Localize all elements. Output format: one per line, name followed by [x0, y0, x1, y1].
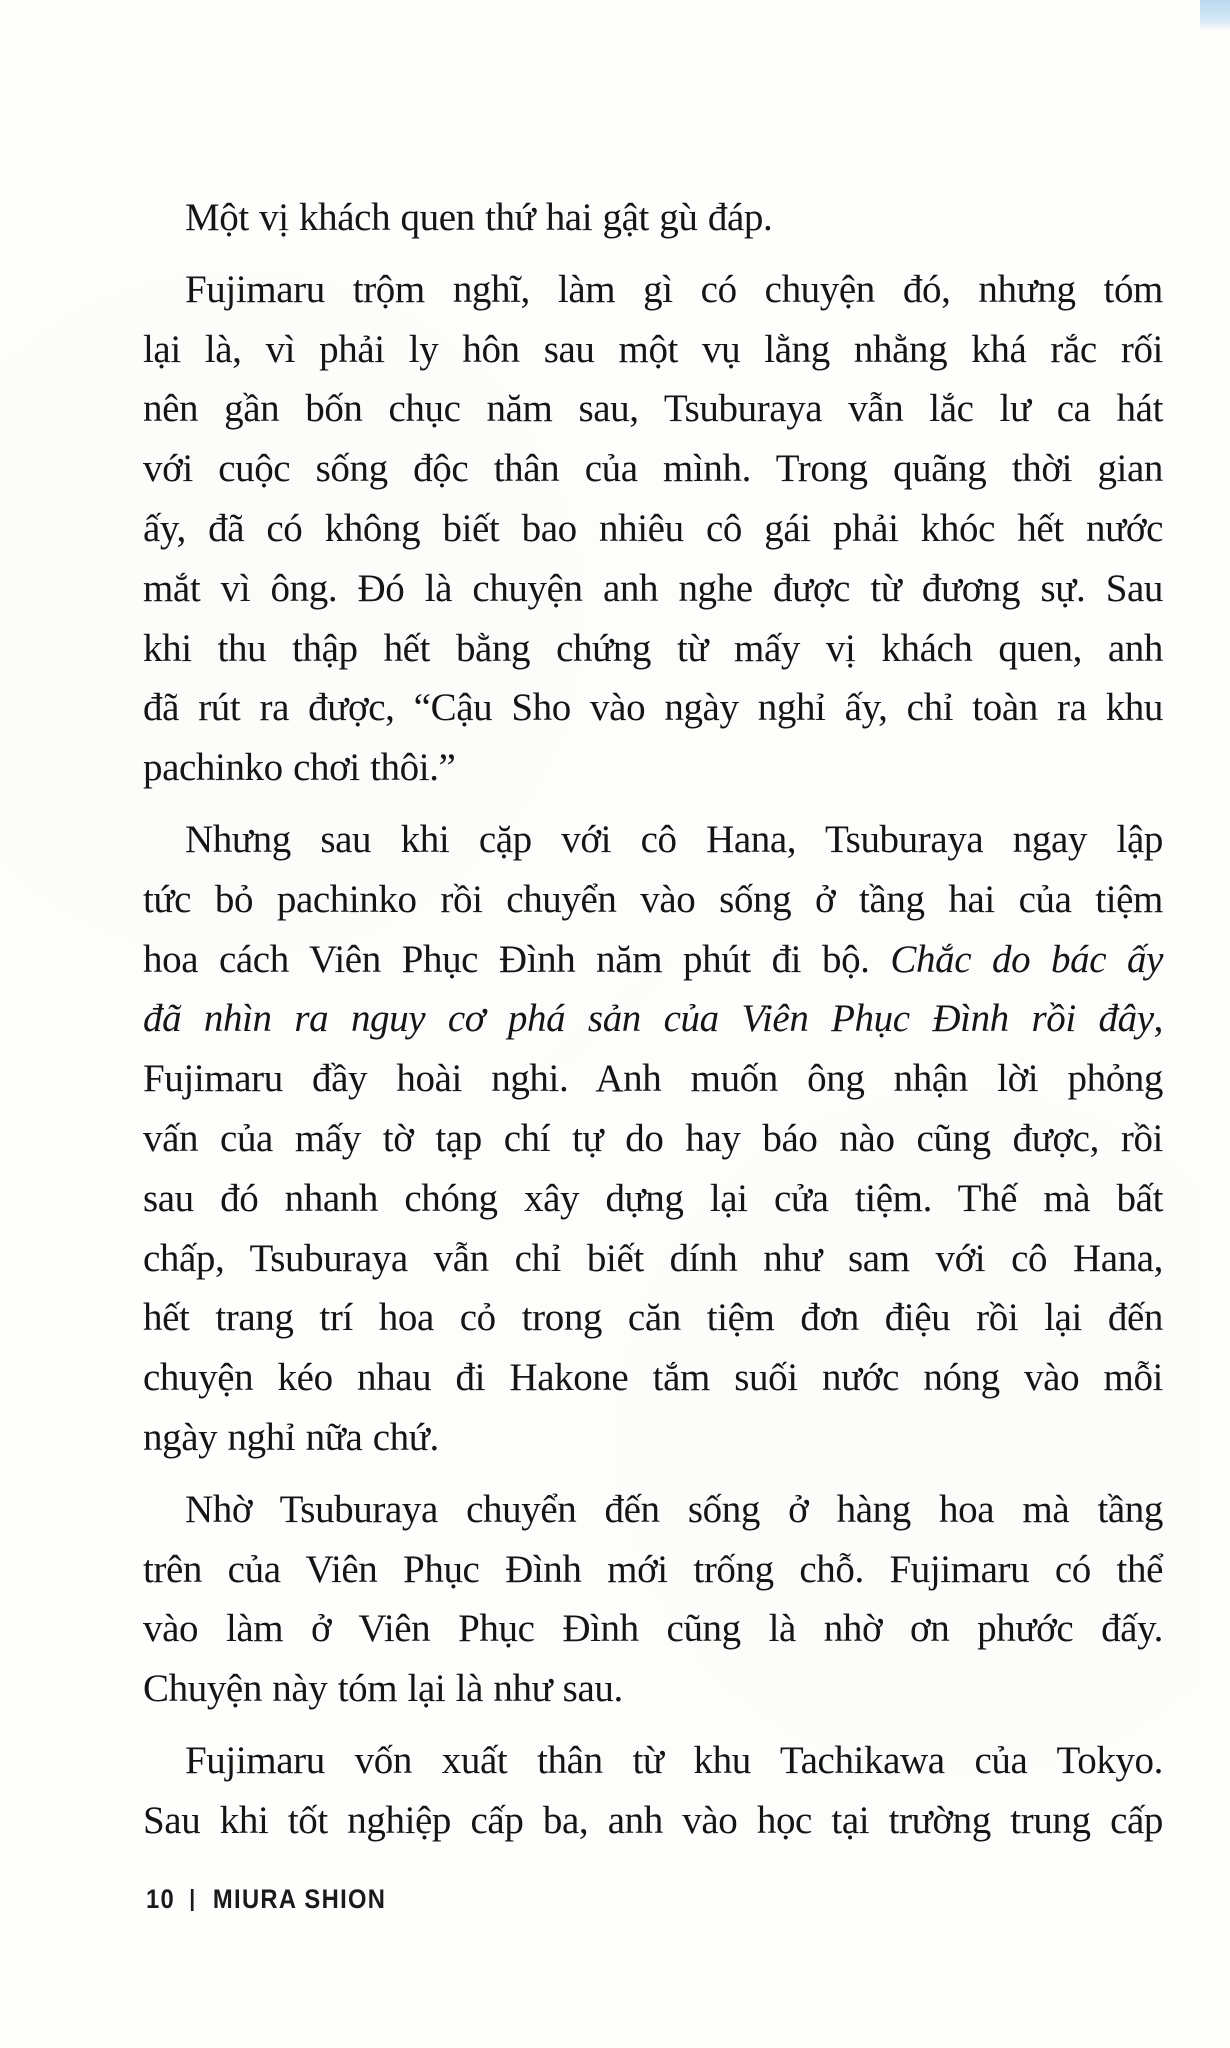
page-number: 10: [146, 1884, 176, 1914]
text-segment: Fujimaru vốn xuất thân từ khu Tachikawa của Tokyo.: [185, 1738, 1163, 1782]
text-segment: Nhưng sau khi cặp với cô Hana, Tsuburaya ngay lập: [185, 817, 1163, 861]
text-line: [143, 499, 1163, 559]
text-line: [143, 1540, 1163, 1600]
text-segment: vào làm ở Viên Phục Đình cũng là nhờ ơn phước đấy.: [143, 1607, 1163, 1651]
footer-separator: [191, 1889, 194, 1911]
text-segment: Một vị khách quen thứ hai gật gù đáp.: [185, 196, 773, 239]
paragraph: [143, 1731, 1163, 1851]
text-segment: Nhờ Tsuburaya chuyển đến sống ở hàng hoa mà tầng: [185, 1487, 1163, 1531]
text-line: [143, 1288, 1163, 1348]
text-line: [143, 188, 1163, 248]
text-line: [143, 619, 1163, 679]
text-line: [143, 870, 1163, 930]
text-segment: Fujimaru trộm nghĩ, làm gì có chuyện đó, nhưng tóm: [185, 267, 1163, 311]
text-segment: chấp, Tsuburaya vẫn chỉ biết dính như sam với cô Hana,: [143, 1236, 1163, 1280]
text-line: [143, 1348, 1163, 1408]
text-line: [143, 810, 1163, 870]
text-line: [143, 1480, 1163, 1540]
text-segment: tức bỏ pachinko rồi chuyển vào sống ở tầng hai của tiệm: [143, 877, 1163, 921]
text-line: [143, 1229, 1163, 1289]
text-segment: vấn của mấy tờ tạp chí tự do hay báo nào cũng được, rồi: [143, 1116, 1163, 1160]
text-segment: Chuyện này tóm lại là như sau.: [143, 1667, 623, 1711]
text-line: [143, 738, 1163, 798]
text-segment: ấy, đã có không biết bao nhiêu cô gái phải khóc hết nước: [143, 506, 1163, 550]
text-line: [143, 1408, 1163, 1468]
paragraph: [143, 260, 1163, 798]
text-segment: ngày nghỉ nữa chứ.: [143, 1415, 439, 1459]
text-segment: mắt vì ông. Đó là chuyện anh nghe được từ đương sự. Sau: [143, 566, 1163, 610]
paragraph: [143, 1480, 1163, 1719]
italic-text: Chắc do bác ấy: [890, 937, 1164, 981]
text-line: [143, 1109, 1163, 1169]
paragraph: [143, 810, 1163, 1468]
text-line: [143, 1791, 1163, 1851]
text-line: [143, 678, 1163, 738]
text-line: [143, 320, 1163, 380]
text-line: [143, 1731, 1163, 1791]
text-line: [143, 439, 1163, 499]
text-segment: với cuộc sống độc thân của mình. Trong quãng thời gian: [143, 447, 1163, 491]
text-segment: khi thu thập hết bằng chứng từ mấy vị khách quen, anh: [143, 626, 1163, 670]
text-line: [143, 1659, 1163, 1719]
text-segment: trên của Viên Phục Đình mới trống chỗ. Fujimaru có thể: [143, 1547, 1163, 1591]
text-segment: lại là, vì phải ly hôn sau một vụ lằng nhằng khá rắc rối: [143, 327, 1163, 371]
italic-text: đã nhìn ra nguy cơ phá sản của Viên Phục Đình rồi đây: [143, 997, 1154, 1041]
body-text: [143, 188, 1163, 1863]
text-segment: Sau khi tốt nghiệp cấp ba, anh vào học tại trường trung cấp: [143, 1798, 1163, 1842]
text-segment: ,: [1153, 997, 1163, 1041]
text-segment: đã rút ra được, “Cậu Sho vào ngày nghỉ ấy, chỉ toàn ra khu: [143, 686, 1163, 730]
text-line: [143, 930, 1163, 990]
text-line: [143, 1599, 1163, 1659]
text-line: [143, 260, 1163, 320]
text-segment: sau đó nhanh chóng xây dựng lại cửa tiệm. Thế mà bất: [143, 1176, 1163, 1220]
text-line: [143, 379, 1163, 439]
text-segment: Fujimaru đầy hoài nghi. Anh muốn ông nhận lời phỏng: [143, 1057, 1163, 1101]
text-segment: pachinko chơi thôi.”: [143, 746, 456, 790]
text-segment: chuyện kéo nhau đi Hakone tắm suối nước nóng vào mỗi: [143, 1356, 1163, 1400]
page-footer: [146, 1884, 386, 1915]
paragraph: [143, 188, 1163, 248]
text-segment: nên gần bốn chục năm sau, Tsuburaya vẫn lắc lư ca hát: [143, 387, 1163, 431]
text-line: [143, 559, 1163, 619]
text-line: [143, 1169, 1163, 1229]
author-name: MIURA SHION: [212, 1884, 387, 1914]
text-segment: hết trang trí hoa cỏ trong căn tiệm đơn điệu rồi lại đến: [143, 1296, 1163, 1340]
text-line: [143, 1049, 1163, 1109]
text-segment: hoa cách Viên Phục Đình năm phút đi bộ.: [143, 937, 891, 981]
text-line: [143, 989, 1163, 1049]
